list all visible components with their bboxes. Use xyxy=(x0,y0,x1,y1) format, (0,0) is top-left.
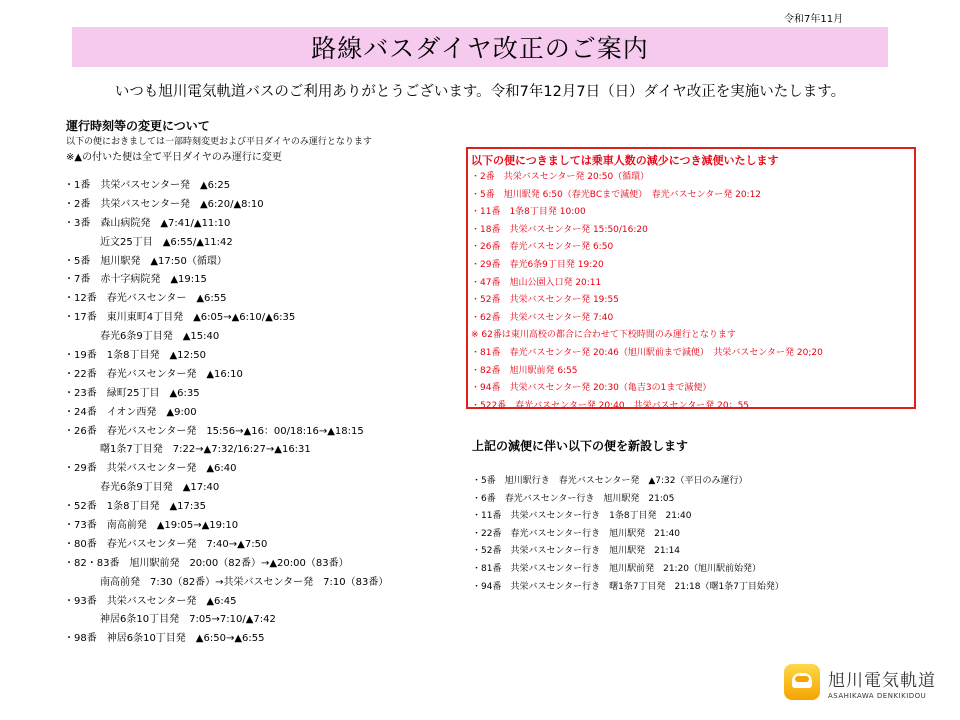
list-item: ・47番 旭山公園入口発 20:11 xyxy=(471,277,602,288)
list-item: ・29番 共栄バスセンター発 ▲6:40 xyxy=(64,463,237,475)
schedule-changes-list xyxy=(64,177,388,649)
list-item: ・23番 緑町25丁目 ▲6:35 xyxy=(64,387,200,399)
list-item: ・52番 共栄バスセンター発 19:55 xyxy=(471,295,619,306)
schedule-changes-triangle-note: ※▲の付いた便は全て平日ダイヤのみ運行に変更 xyxy=(66,152,282,163)
company-logo xyxy=(784,664,950,712)
list-item: ・73番 南高前発 ▲19:05→▲19:10 xyxy=(64,520,239,532)
list-item: ・5番 旭川駅発 6:50（春光BCまで減便） 春光バスセンター発 20:12 xyxy=(471,189,762,200)
list-item: ・52番 1条8丁目発 ▲17:35 xyxy=(64,501,206,513)
list-item: ・82・83番 旭川駅前発 20:00（82番）→▲20:00（83番） xyxy=(64,557,349,569)
list-item: 近文25丁目 ▲6:55/▲11:42 xyxy=(100,236,233,248)
list-item: ・2番 共栄バスセンター発 20:50（循環） xyxy=(471,172,650,182)
list-item: ・522番 春光バスセンター発 20:40 共栄バスセンター発 20：55 xyxy=(471,400,750,411)
intro-text: いつも旭川電気軌道バスのご利用ありがとうございます。令和7年12月7日（日）ダイヤ改正を実施いたします。 xyxy=(114,84,846,100)
reductions-title: 以下の便につきましては乗車人数の減少につき減便いたします xyxy=(471,154,779,167)
list-item: ・62番 共栄バスセンター発 7:40 xyxy=(471,312,614,323)
list-item: ・52番 共栄バスセンター行き 旭川駅発 21:14 xyxy=(472,546,681,557)
list-item: ・81番 春光バスセンター発 20:46（旭川駅前まで減便） 共栄バスセンター発 20;20 xyxy=(471,347,823,358)
list-item: ※ 62番は東川高校の都合に合わせて下校時間のみ運行となります xyxy=(471,330,736,341)
list-item: 南高前発 7:30（82番）→共栄バスセンター発 7:10（83番） xyxy=(100,576,389,588)
list-item: ・80番 春光バスセンター発 7:40→▲7:50 xyxy=(64,538,268,550)
list-item: ・3番 森山病院発 ▲7:41/▲11:10 xyxy=(64,217,231,229)
list-item: ・94番 共栄バスセンター行き 曙1条7丁目発 21:18（曙1条7丁目始発） xyxy=(472,581,784,592)
list-item: ・7番 赤十字病院発 ▲19:15 xyxy=(64,274,207,286)
list-item: ・11番 共栄バスセンター行き 1条8丁目発 21:40 xyxy=(472,511,692,522)
list-item: ・81番 共栄バスセンター行き 旭川駅前発 21:20（旭川駅前始発） xyxy=(472,563,762,574)
list-item: ・24番 イオン西発 ▲9:00 xyxy=(64,406,197,418)
list-item: ・1番 共栄バスセンター発 ▲6:25 xyxy=(64,180,231,191)
asahikawa-bus-logo-icon xyxy=(784,664,820,700)
list-item: ・94番 共栄バスセンター発 20:30（亀吉3の1まで減便） xyxy=(471,383,712,394)
list-item: ・2番 共栄バスセンター発 ▲6:20/▲8:10 xyxy=(64,198,264,210)
reductions-list xyxy=(471,169,823,415)
issue-date: 令和7年11月 xyxy=(784,14,844,25)
list-item: ・93番 共栄バスセンター発 ▲6:45 xyxy=(64,595,237,607)
list-item: ・26番 春光バスセンター発 6:50 xyxy=(471,242,614,253)
list-item: 春光6条9丁目発 ▲15:40 xyxy=(100,331,220,343)
list-item: ・5番 旭川駅行き 春光バスセンター発 ▲7:32（平日のみ運行） xyxy=(472,476,748,486)
list-item: 曙1条7丁目発 7:22→▲7:32/16:27→▲16:31 xyxy=(100,444,311,456)
new-services-title: 上記の減便に伴い以下の便を新設します xyxy=(472,439,689,453)
list-item: ・17番 東川東町4丁目発 ▲6:05→▲6:10/▲6:35 xyxy=(64,312,296,324)
company-name-romaji: ASAHIKAWA DENKIKIDOU xyxy=(828,692,927,700)
schedule-changes-title: 運行時刻等の変更について xyxy=(66,119,210,133)
list-item: ・19番 1条8丁目発 ▲12:50 xyxy=(64,350,206,362)
list-item: ・6番 春光バスセンター行き 旭川駅発 21:05 xyxy=(472,493,675,504)
list-item: ・22番 春光バスセンター発 ▲16:10 xyxy=(64,368,243,380)
list-item: ・18番 共栄バスセンター発 15:50/16:20 xyxy=(471,224,648,235)
list-item: ・82番 旭川駅前発 6:55 xyxy=(471,365,578,376)
list-item: ・11番 1条8丁目発 10:00 xyxy=(471,207,586,218)
list-item: ・26番 春光バスセンター発 15:56→▲16：00/18:16→▲18:15 xyxy=(64,425,364,437)
company-name: 旭川電気軌道 xyxy=(828,671,936,691)
list-item: 神居6条10丁目発 7:05→7:10/▲7:42 xyxy=(100,614,276,626)
title-banner xyxy=(72,27,888,67)
schedule-changes-note: 以下の便におきましては一部時刻変更および平日ダイヤのみ運行となります xyxy=(66,137,372,147)
list-item: ・29番 春光6条9丁目発 19:20 xyxy=(471,259,604,270)
page-title: 路線バスダイヤ改正のご案内 xyxy=(311,34,649,63)
list-item: ・5番 旭川駅発 ▲17:50（循環） xyxy=(64,255,227,267)
list-item: ・22番 春光バスセンター行き 旭川駅発 21:40 xyxy=(472,528,681,539)
list-item: ・12番 春光バスセンター ▲6:55 xyxy=(64,293,227,305)
list-item: 春光6条9丁目発 ▲17:40 xyxy=(100,482,220,494)
list-item: ・98番 神居6条10丁目発 ▲6:50→▲6:55 xyxy=(64,633,265,645)
new-services-list xyxy=(472,473,784,596)
